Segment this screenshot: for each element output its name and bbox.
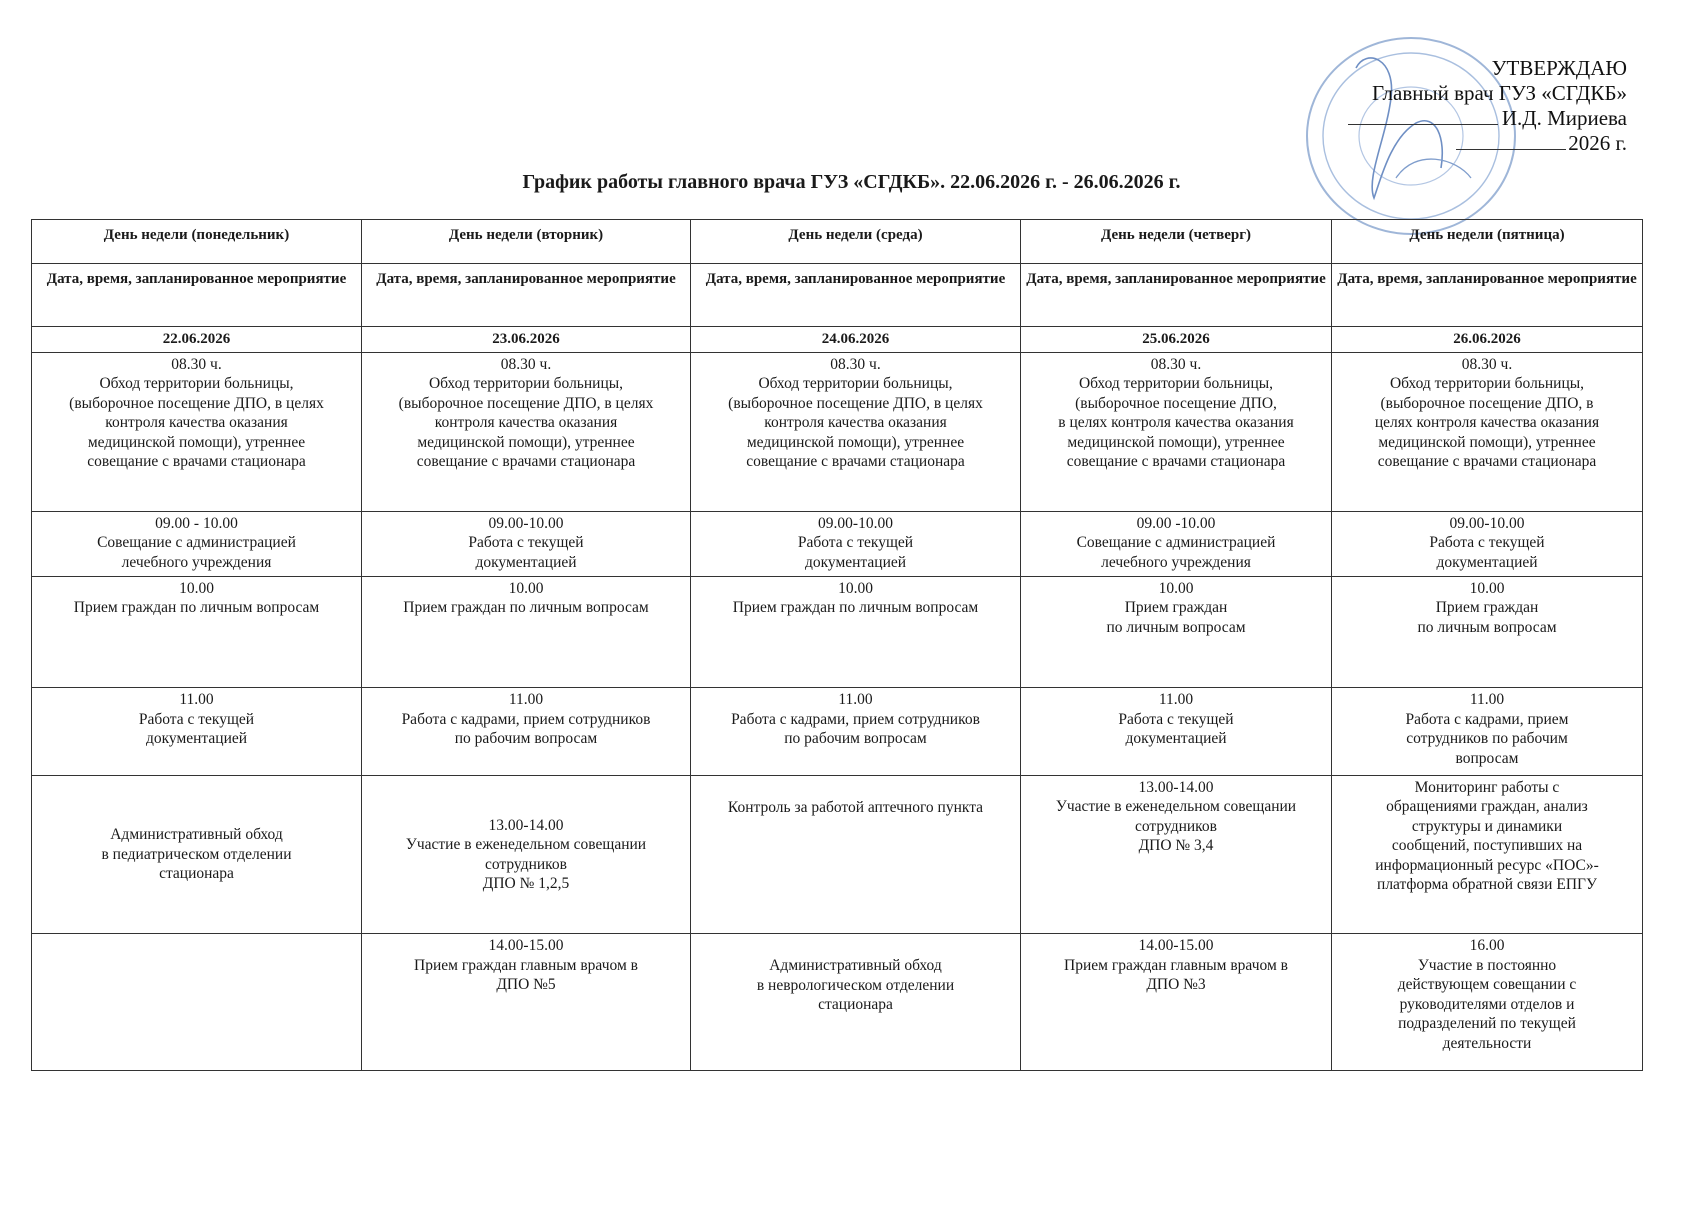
schedule-cell-line: Прием граждан по личным вопросам bbox=[403, 599, 649, 617]
schedule-cell-line: Обход территории больницы, bbox=[758, 375, 953, 393]
schedule-cell-line: контроля качества оказания bbox=[434, 414, 618, 432]
subheader-friday: Дата, время, запланированное мероприятие bbox=[1332, 263, 1643, 326]
schedule-cell-line: контроля качества оказания bbox=[764, 414, 947, 432]
schedule-cell-line: Прием граждан по личным вопросам bbox=[73, 599, 320, 617]
schedule-cell-line: документацией bbox=[804, 553, 907, 571]
schedule-cell-line: в целях контроля качества оказания bbox=[1058, 414, 1294, 432]
schedule-cell-line: Совещание с администрацией bbox=[97, 534, 296, 552]
date-thursday: 25.06.2026 bbox=[1021, 327, 1332, 353]
approval-block bbox=[1300, 56, 1627, 156]
schedule-cell-line: Работа с текущей bbox=[138, 710, 255, 728]
date-tuesday: 23.06.2026 bbox=[362, 327, 691, 353]
approval-position: Главный врач ГУЗ «СГДКБ» bbox=[1371, 81, 1627, 105]
schedule-cell-line: по личным вопросам bbox=[1417, 618, 1557, 636]
date-friday: 26.06.2026 bbox=[1332, 327, 1643, 353]
schedule-cell bbox=[1332, 688, 1643, 776]
schedule-cell-line: Прием граждан bbox=[1124, 599, 1228, 617]
schedule-cell-line: медицинской помощи), утреннее bbox=[746, 433, 965, 451]
schedule-cell-line: ДПО №3 bbox=[1146, 976, 1206, 994]
header-day-thursday: День недели (четверг) bbox=[1021, 220, 1332, 264]
schedule-cell-line: 10.00 bbox=[838, 579, 873, 597]
schedule-cell bbox=[1332, 352, 1643, 511]
schedule-cell-line: действующем совещании с bbox=[1397, 976, 1577, 994]
weekday-header-row bbox=[32, 220, 1643, 264]
schedule-cell-line: (выборочное посещение ДПО, в целях bbox=[728, 394, 983, 412]
schedule-cell-line: 08.30 ч. bbox=[1150, 355, 1202, 373]
schedule-cell-line: Работа с кадрами, прием сотрудников bbox=[731, 710, 980, 728]
schedule-cell bbox=[1021, 775, 1332, 933]
schedule-cell-line: медицинской помощи), утреннее bbox=[417, 433, 635, 451]
schedule-row-0900 bbox=[32, 511, 1643, 576]
schedule-cell-line: 13.00-14.00 bbox=[1138, 778, 1214, 796]
schedule-cell-line: 09.00 -10.00 bbox=[1136, 514, 1216, 532]
schedule-cell-line: Работа с текущей bbox=[1429, 534, 1545, 552]
schedule-cell-line: Участие в постоянно bbox=[1417, 956, 1557, 974]
schedule-cell-line: 10.00 bbox=[508, 579, 544, 597]
date-monday: 22.06.2026 bbox=[32, 327, 362, 353]
schedule-cell-line: 14.00-15.00 bbox=[1138, 937, 1214, 955]
header-day-friday: День недели (пятница) bbox=[1332, 220, 1643, 264]
schedule-cell-line: Совещание с администрацией bbox=[1076, 534, 1276, 552]
schedule-cell-line: по рабочим вопросам bbox=[454, 730, 598, 748]
schedule-cell-line: Работа с кадрами, прием bbox=[1405, 710, 1569, 728]
schedule-cell bbox=[1332, 775, 1643, 933]
schedule-cell-line: сотрудников bbox=[1135, 817, 1217, 835]
schedule-cell-line: обращениями граждан, анализ bbox=[1386, 798, 1588, 816]
schedule-cell bbox=[32, 352, 362, 511]
schedule-cell bbox=[1021, 576, 1332, 687]
schedule-cell bbox=[1021, 688, 1332, 776]
schedule-cell-line: Административный обход bbox=[769, 957, 942, 975]
schedule-cell-line: совещание с врачами стационара bbox=[416, 453, 636, 471]
schedule-cell bbox=[691, 352, 1021, 511]
schedule-cell-line: в неврологическом отделении bbox=[756, 976, 955, 994]
schedule-cell-line: 16.00 bbox=[1469, 937, 1505, 955]
schedule-cell-line: 10.00 bbox=[1469, 579, 1505, 597]
date-row bbox=[32, 327, 1643, 353]
schedule-row-late-afternoon bbox=[32, 934, 1643, 1071]
schedule-cell-line: Обход территории больницы, bbox=[428, 375, 624, 393]
schedule-cell-line: 10.00 bbox=[1158, 579, 1194, 597]
schedule-cell-line: медицинской помощи), утреннее bbox=[1378, 433, 1596, 451]
schedule-cell bbox=[362, 775, 691, 933]
schedule-cell-line: совещание с врачами стационара bbox=[87, 453, 306, 471]
schedule-cell-line: (выборочное посещение ДПО, в целях bbox=[398, 394, 654, 412]
schedule-cell bbox=[1021, 934, 1332, 1071]
schedule-cell bbox=[1021, 352, 1332, 511]
schedule-cell-line: Контроль за работой аптечного пункта bbox=[727, 798, 984, 816]
schedule-cell bbox=[1332, 934, 1643, 1071]
schedule-cell-line: 09.00-10.00 bbox=[818, 514, 893, 532]
schedule-cell-line: 11.00 bbox=[1158, 691, 1194, 709]
schedule-cell-line: Обход территории больницы, bbox=[99, 375, 294, 393]
schedule-cell-line: стационара bbox=[159, 865, 234, 883]
schedule-cell-line: платформа обратной связи ЕПГУ bbox=[1377, 876, 1597, 894]
schedule-cell-line: в педиатрическом отделении bbox=[101, 845, 292, 863]
schedule-cell-line: 14.00-15.00 bbox=[488, 937, 564, 955]
schedule-cell-line: по рабочим вопросам bbox=[784, 730, 927, 748]
schedule-cell bbox=[362, 934, 691, 1071]
schedule-cell bbox=[691, 934, 1021, 1071]
schedule-cell-line: целях контроля качества оказания bbox=[1374, 414, 1600, 432]
schedule-cell bbox=[1332, 511, 1643, 576]
schedule-cell-line: 09.00 - 10.00 bbox=[155, 514, 238, 532]
schedule-cell-line: ДПО № 1,2,5 bbox=[482, 875, 570, 892]
schedule-cell-line: ДПО №5 bbox=[496, 976, 556, 994]
header-day-tuesday: День недели (вторник) bbox=[362, 220, 691, 264]
schedule-cell-line: Работа с текущей bbox=[468, 534, 584, 552]
subheader-monday: Дата, время, запланированное мероприятие bbox=[32, 263, 362, 326]
schedule-cell bbox=[32, 511, 362, 576]
schedule-cell bbox=[1332, 576, 1643, 687]
schedule-cell-line: подразделений по текущей bbox=[1398, 1015, 1576, 1033]
schedule-cell bbox=[691, 775, 1021, 933]
column-subheader-row bbox=[32, 263, 1643, 326]
schedule-cell bbox=[32, 934, 362, 1071]
schedule-cell-line: Прием граждан главным врачом в bbox=[414, 956, 638, 974]
schedule-cell bbox=[362, 576, 691, 687]
schedule-cell-line: документацией bbox=[1125, 730, 1227, 748]
schedule-cell-line: Работа с кадрами, прием сотрудников bbox=[401, 710, 651, 728]
header-day-wednesday: День недели (среда) bbox=[691, 220, 1021, 264]
schedule-cell-line: сообщений, поступивших на bbox=[1391, 837, 1583, 855]
schedule-cell bbox=[362, 688, 691, 776]
document-title: График работы главного врача ГУЗ «СГДКБ». 22.06.2026 г. - 26.06.2026 г. bbox=[522, 171, 1181, 193]
subheader-tuesday: Дата, время, запланированное мероприятие bbox=[362, 263, 691, 326]
schedule-cell bbox=[691, 576, 1021, 687]
approval-name: И.Д. Мириева bbox=[1501, 106, 1627, 130]
schedule-cell-line: Прием граждан bbox=[1435, 599, 1539, 617]
schedule-cell-line: Мониторинг работы с bbox=[1414, 778, 1560, 796]
schedule-cell-line: контроля качества оказания bbox=[105, 414, 288, 432]
schedule-cell-line: Участие в еженедельном совещании bbox=[1055, 798, 1297, 816]
schedule-cell-line: 08.30 ч. bbox=[830, 355, 881, 373]
schedule-cell-line: Работа с текущей bbox=[1118, 710, 1234, 728]
schedule-table bbox=[31, 219, 1643, 1071]
schedule-cell-line: 08.30 ч. bbox=[500, 355, 552, 373]
schedule-cell-line: 09.00-10.00 bbox=[1449, 514, 1525, 532]
schedule-cell bbox=[32, 688, 362, 776]
schedule-cell-line: 13.00-14.00 bbox=[488, 816, 564, 834]
subheader-thursday: Дата, время, запланированное мероприятие bbox=[1021, 263, 1332, 326]
date-line bbox=[1456, 131, 1566, 150]
schedule-cell-line: Обход территории больницы, bbox=[1078, 375, 1274, 393]
schedule-cell-line: деятельности bbox=[1442, 1034, 1532, 1052]
schedule-cell-line: Работа с текущей bbox=[797, 534, 914, 552]
schedule-cell-line: ДПО № 3,4 bbox=[1138, 837, 1214, 855]
schedule-cell-line: сотрудников bbox=[485, 855, 567, 873]
schedule-cell bbox=[32, 576, 362, 687]
schedule-cell-line: 08.30 ч. bbox=[1461, 355, 1513, 373]
schedule-cell-line: совещание с врачами стационара bbox=[1377, 453, 1597, 471]
approval-heading: УТВЕРЖДАЮ bbox=[1491, 56, 1627, 80]
schedule-cell bbox=[691, 688, 1021, 776]
schedule-cell-line: Административный обход bbox=[110, 826, 283, 844]
schedule-cell-line: структуры и динамики bbox=[1411, 817, 1563, 835]
schedule-cell-line: лечебного учреждения bbox=[121, 553, 272, 571]
schedule-cell bbox=[691, 511, 1021, 576]
schedule-cell-line: документацией bbox=[1436, 553, 1538, 571]
schedule-cell-line: совещание с врачами стационара bbox=[746, 453, 965, 471]
schedule-row-afternoon bbox=[32, 775, 1643, 933]
schedule-cell-line: стационара bbox=[818, 996, 893, 1014]
schedule-cell-line: сотрудников по рабочим bbox=[1406, 730, 1568, 748]
schedule-cell-line: (выборочное посещение ДПО, bbox=[1075, 394, 1277, 412]
schedule-cell-line: лечебного учреждения bbox=[1101, 553, 1251, 571]
signature-line bbox=[1348, 106, 1498, 125]
schedule-cell-line: совещание с врачами стационара bbox=[1066, 453, 1286, 471]
schedule-cell-line: 11.00 bbox=[179, 691, 214, 709]
schedule-cell bbox=[362, 511, 691, 576]
schedule-cell-line: медицинской помощи), утреннее bbox=[1067, 433, 1285, 451]
schedule-cell-line: по личным вопросам bbox=[1106, 618, 1246, 636]
schedule-cell-line: 11.00 bbox=[838, 691, 873, 709]
date-wednesday: 24.06.2026 bbox=[691, 327, 1021, 353]
schedule-cell-line: 11.00 bbox=[508, 691, 544, 709]
schedule-cell-line: документацией bbox=[145, 730, 248, 748]
subheader-wednesday: Дата, время, запланированное мероприятие bbox=[691, 263, 1021, 326]
schedule-cell-line: информационный ресурс «ПОС»- bbox=[1375, 856, 1599, 874]
schedule-cell-line: 10.00 bbox=[179, 579, 214, 597]
schedule-cell bbox=[362, 352, 691, 511]
schedule-row-1000 bbox=[32, 576, 1643, 687]
schedule-cell-line: руководителями отделов и bbox=[1399, 995, 1575, 1013]
schedule-cell-line: Участие в еженедельном совещании bbox=[405, 836, 647, 853]
schedule-cell-line: (выборочное посещение ДПО, в bbox=[1380, 394, 1594, 412]
schedule-cell-line: 09.00-10.00 bbox=[488, 514, 564, 532]
header-day-monday: День недели (понедельник) bbox=[32, 220, 362, 264]
schedule-cell bbox=[1021, 511, 1332, 576]
schedule-cell-line: документацией bbox=[475, 553, 577, 571]
schedule-cell-line: медицинской помощи), утреннее bbox=[87, 433, 306, 451]
schedule-cell-line: Прием граждан главным врачом в bbox=[1064, 956, 1288, 974]
schedule-row-morning-round bbox=[32, 352, 1643, 511]
schedule-cell-line: (выборочное посещение ДПО, в целях bbox=[69, 394, 324, 412]
schedule-row-1100 bbox=[32, 688, 1643, 776]
approval-year: 2026 г. bbox=[1568, 131, 1627, 155]
schedule-cell-line: 11.00 bbox=[1469, 691, 1505, 709]
schedule-cell-line: 08.30 ч. bbox=[171, 355, 222, 373]
schedule-cell bbox=[32, 775, 362, 933]
schedule-cell-line: Обход территории больницы, bbox=[1389, 375, 1585, 393]
schedule-cell-line: Прием граждан по личным вопросам bbox=[732, 599, 979, 617]
schedule-cell-line: вопросам bbox=[1455, 749, 1519, 767]
